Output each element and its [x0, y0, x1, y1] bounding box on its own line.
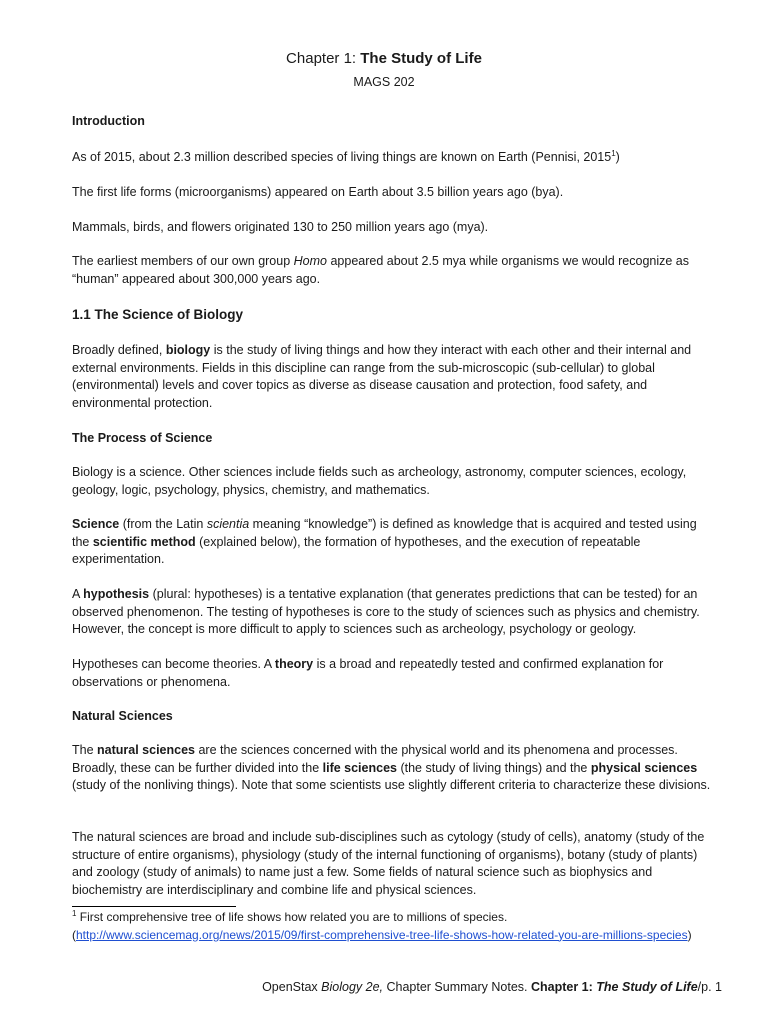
- homo-term: Homo: [293, 254, 327, 268]
- nat-p1-a: The: [72, 743, 98, 757]
- footer-b: Chapter Summary Notes.: [383, 980, 531, 994]
- scientific-method-term: scientific method: [92, 534, 196, 549]
- bio-p1-a: Broadly defined,: [72, 343, 166, 357]
- footnote-divider: [72, 906, 236, 907]
- footnote-ref: 1: [611, 148, 616, 158]
- proc-p3-b: (plural: hypotheses) is a tentative explanation (that generates predictions that can be tested) for an observed phenomenon. The testing of hypotheses is core to the study of sciences such as physics and chemistry. However, the concept is more difficult to apply to sciences such as archeology, psychology or geology.: [72, 587, 700, 636]
- proc-p3-a: A: [72, 587, 84, 601]
- course-code: MAGS 202: [353, 75, 415, 89]
- natural-sciences-paragraph-2: The natural sciences are broad and include sub-disciplines such as cytology (study of cells), anatomy (study of the structure of entire organisms), physiology (study of the internal functioning of organisms), botany (study of plants) and zoology (study of animals) to name just a few. Some fields of natural science such as biophysics and biochemistry are interdisciplinary and combine life and physical sciences.: [72, 830, 705, 897]
- physical-sciences-term: physical sciences: [590, 760, 698, 775]
- hypothesis-term: hypothesis: [83, 587, 150, 601]
- intro-p1-text: As of 2015, about 2.3 million described species of living things are known on Earth (Pennisi, 2015: [72, 150, 612, 164]
- intro-paragraph-4: [72, 253, 712, 288]
- footnote-text: First comprehensive tree of life shows how related you are to millions of species.: [76, 910, 508, 924]
- footer-chapter: Chapter 1:: [530, 980, 597, 994]
- nat-p1-b: are the sciences concerned with the physical world and its phenomena and processes. Broadly, these can be further divided into the: [72, 743, 678, 775]
- footnote-link[interactable]: http://www.sciencemag.org/news/2015/09/first-comprehensive-tree-life-shows-how-related-you-are-millions-species: [76, 927, 688, 942]
- intro-p4-a: The earliest members of our own group: [72, 254, 294, 268]
- page-title: [0, 49, 768, 69]
- bio-p1-b: is the study of living things and how they interact with each other and their internal and external environments. Fields in this discipline can range from the sub-microscopic (sub-cellular) to global (environmental) levels and cover topics as diverse as disease causation and protection, food safety, and environmental protection.: [72, 343, 692, 410]
- process-paragraph-1: Biology is a science. Other sciences include fields such as archeology, astronomy, computer sciences, ecology, geology, logic, psychology, physics, chemistry, and mathematics.: [72, 465, 687, 497]
- proc-p4-a: Hypotheses can become theories. A: [72, 657, 275, 671]
- science-definition-paragraph: [72, 516, 712, 569]
- intro-p4-b: appeared about 2.5 mya while organisms we would recognize as “human” appeared about 300,000 years ago.: [72, 254, 689, 286]
- hypothesis-paragraph: [72, 586, 712, 639]
- theory-term: theory: [274, 657, 314, 671]
- biology-term: biology: [165, 343, 211, 357]
- page-footer: [262, 979, 722, 996]
- intro-paragraph-3: Mammals, birds, and flowers originated 130 to 250 million years ago (mya).: [72, 220, 489, 234]
- intro-paragraph-2: The first life forms (microorganisms) appeared on Earth about 3.5 billion years ago (bya).: [72, 185, 564, 199]
- natural-sciences-term: natural sciences: [97, 743, 195, 757]
- chapter-prefix: Chapter 1:: [286, 50, 361, 67]
- proc-p2-a: (from the Latin: [119, 517, 207, 531]
- section-1-1-heading: 1.1 The Science of Biology: [72, 307, 244, 322]
- intro-paragraph-1: [72, 149, 712, 167]
- life-sciences-term: life sciences: [322, 760, 397, 775]
- natural-sciences-paragraph-1: [72, 742, 712, 795]
- chapter-title: The Study of Life: [360, 50, 482, 67]
- footnote-open-paren: (: [72, 927, 76, 942]
- proc-p2-c: (explained below), the formation of hypotheses, and the execution of repeatable experimentation.: [72, 534, 641, 566]
- footnote-marker: 1: [72, 909, 77, 918]
- intro-p1-end: ): [615, 150, 620, 164]
- biology-definition-paragraph: [72, 342, 712, 412]
- footnote-close-paren: ): [687, 927, 692, 942]
- theory-paragraph: [72, 656, 712, 691]
- nat-p1-d: (study of the nonliving things). Note that some scientists use slightly different criteria to characterize these divisions.: [72, 778, 711, 792]
- footer-chapter-title: The Study of Life: [596, 980, 698, 994]
- title-block: [0, 49, 768, 91]
- footer-book-title: Biology 2e,: [321, 980, 384, 994]
- footnote: [72, 909, 712, 944]
- science-term: Science: [72, 517, 120, 531]
- footer-a: OpenStax: [262, 980, 322, 994]
- proc-p4-b: is a broad and repeatedly tested and confirmed explanation for observations or phenomena.: [72, 657, 664, 689]
- process-of-science-heading: The Process of Science: [72, 431, 213, 445]
- scientia-term: scientia: [206, 517, 250, 531]
- proc-p2-b: meaning “knowledge”) is defined as knowledge that is acquired and tested using the: [72, 517, 697, 549]
- natural-sciences-heading: Natural Sciences: [72, 709, 173, 723]
- nat-p1-c: (the study of living things) and the: [396, 760, 591, 775]
- introduction-heading: Introduction: [72, 114, 145, 128]
- page-number: /p. 1: [697, 980, 722, 994]
